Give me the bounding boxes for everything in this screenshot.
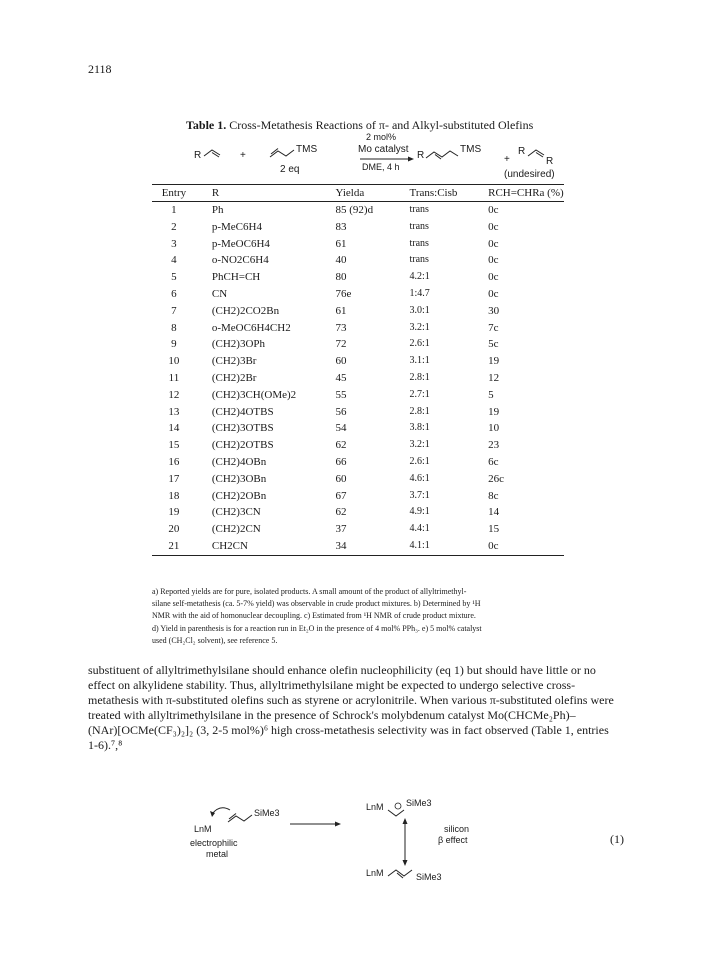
cell-entry: 20 <box>168 523 180 536</box>
cell-yield: 67 <box>335 489 347 502</box>
cell-yield: 61 <box>335 304 347 317</box>
footnote-line: d) Yield in parenthesis is for a reaction run in Et₂O in the presence of 4 mol% PPh₃. e) 5 mol% catalyst <box>152 623 482 633</box>
cell-trans-cis: 2.7:1 <box>409 388 430 400</box>
scheme-tms2: TMS <box>460 144 482 155</box>
cell-trans-cis: 1:4.7 <box>409 287 430 299</box>
body-line: (NAr)[OCMe(CF₃)₂]₂ (3, 2-5 mol%)⁶ high cross-metathesis selectivity was in fact observed (Table 1, entries <box>88 723 609 737</box>
cell-entry: 10 <box>168 355 180 368</box>
eq-arrow-head <box>335 822 341 827</box>
cell-trans-cis: 2.8:1 <box>409 371 430 383</box>
cell-yield: 66 <box>335 455 347 468</box>
product-a <box>426 151 458 158</box>
allyl-silane <box>228 815 252 822</box>
cell-rch: 0c <box>488 287 499 300</box>
cell-rch: 0c <box>488 538 564 555</box>
scheme-catalyst: Mo catalyst <box>358 144 409 155</box>
cell-trans-cis: 4.6:1 <box>409 472 430 484</box>
cell-entry: 18 <box>168 489 180 502</box>
cell-trans-cis: 3.0:1 <box>409 304 430 316</box>
table-row <box>152 521 564 538</box>
cell-yield: 34 <box>336 538 410 555</box>
header-yield: Yielda <box>336 185 410 202</box>
cell-r: (CH2)4OBn <box>211 455 267 468</box>
plus-charge <box>395 803 401 809</box>
table-row <box>152 236 564 253</box>
cell-entry: 16 <box>168 455 180 468</box>
cell-rch: 19 <box>488 405 500 418</box>
cell-entry: 7 <box>171 304 177 317</box>
cell-r: (CH2)2OBn <box>211 489 267 502</box>
scheme-plus: + <box>240 150 246 161</box>
table-row <box>152 420 564 437</box>
eq-lnm-1: LnM <box>194 824 212 834</box>
cell-trans-cis: 3.1:1 <box>409 355 430 367</box>
header-entry: Entry <box>152 185 196 202</box>
table-row <box>152 252 564 269</box>
scheme-undesired: (undesired) <box>504 169 555 180</box>
body-line: substituent of allyltrimethylsilane should enhance olefin nucleophilicity (eq 1) but should have little or no <box>88 663 596 677</box>
cell-r: (CH2)3Br <box>211 355 257 368</box>
cell-yield: 40 <box>335 254 347 267</box>
table-row <box>152 353 564 370</box>
footnote-line: NMR with the aid of homonuclear decoupling. c) Estimated from ¹H NMR of crude product mixture. <box>152 611 476 621</box>
body-line: treated with allyltrimethylsilane in the presence of Schrock's molybdenum catalyst Mo(CHCMe₂Ph)– <box>88 708 576 722</box>
cell-r: CN <box>211 287 228 300</box>
body-line: 1-6).⁷,⁸ <box>88 738 123 752</box>
cell-entry: 2 <box>171 220 177 233</box>
cell-trans-cis: trans <box>409 220 429 232</box>
table-row <box>152 219 564 236</box>
upper-chain <box>388 810 404 816</box>
cell-yield: 72 <box>335 338 347 351</box>
resonance-up <box>403 818 408 824</box>
eq-simes3-1: SiMe3 <box>254 808 280 818</box>
reaction-scheme <box>170 132 570 184</box>
cell-rch: 0c <box>488 237 499 250</box>
cell-r: CH2CN <box>196 538 336 555</box>
cell-rch: 5c <box>488 338 499 351</box>
table-row <box>152 336 564 353</box>
header-r: R <box>196 185 336 202</box>
cell-rch: 0c <box>488 204 499 216</box>
page-number: 2118 <box>88 62 112 76</box>
cell-entry: 3 <box>171 237 177 250</box>
cell-trans-cis: 2.6:1 <box>409 338 430 350</box>
cell-entry: 14 <box>168 422 180 435</box>
cell-rch: 30 <box>488 304 500 317</box>
cell-yield: 62 <box>335 439 347 452</box>
cell-rch: 23 <box>488 439 500 452</box>
table-body <box>152 202 564 556</box>
cell-entry: 17 <box>168 472 180 485</box>
cell-r: (CH2)4OTBS <box>211 405 274 418</box>
body-line: metathesis with π-substituted olefins such as styrene or acrylonitrile. When various π-substituted olefins were <box>88 693 614 707</box>
scheme-plus2: + <box>504 154 510 165</box>
scheme-loading: 2 mol% <box>366 132 397 142</box>
table-title-text: Cross-Metathesis Reactions of π- and Alkyl-substituted Olefins <box>229 118 534 132</box>
table-row <box>152 320 564 337</box>
cell-r: Ph <box>211 204 224 216</box>
cell-r: (CH2)2OTBS <box>211 439 274 452</box>
table-row <box>152 404 564 421</box>
cell-rch: 12 <box>488 371 500 384</box>
equation-1 <box>190 800 660 890</box>
cell-r: (CH2)3OTBS <box>211 422 274 435</box>
table-label: Table 1. <box>186 118 227 132</box>
cross-metathesis-table <box>152 184 564 556</box>
cell-rch: 8c <box>488 489 499 502</box>
cell-entry: 19 <box>168 506 180 519</box>
cell-r: o-MeOC6H4CH2 <box>211 321 291 334</box>
cell-entry: 5 <box>171 271 177 284</box>
eq-electrophilic: electrophilic <box>190 838 238 848</box>
table-row <box>152 504 564 521</box>
scheme-r2: R <box>417 150 425 161</box>
cell-yield: 45 <box>335 371 347 384</box>
cell-trans-cis: 4.9:1 <box>409 506 430 518</box>
cell-rch: 10 <box>488 422 500 435</box>
resonance-down <box>403 860 408 866</box>
footnote-line: used (CH₂Cl₂ solvent), see reference 5. <box>152 635 278 645</box>
eq-lnm-3: LnM <box>366 868 384 878</box>
cell-yield: 56 <box>335 405 347 418</box>
arrow-head <box>408 157 414 162</box>
cell-entry: 1 <box>171 204 177 216</box>
scheme-eq: 2 eq <box>280 164 300 175</box>
table-title <box>186 118 533 133</box>
cell-entry: 15 <box>168 439 180 452</box>
cell-rch: 0c <box>488 220 499 233</box>
cell-yield: 55 <box>335 388 347 401</box>
cell-entry: 13 <box>168 405 180 418</box>
eq-simes3-3: SiMe3 <box>416 872 442 882</box>
table-row <box>152 202 564 219</box>
cell-r: (CH2)2CO2Bn <box>211 304 280 317</box>
scheme-r3: R <box>518 146 526 157</box>
cell-trans-cis: trans <box>409 254 429 266</box>
cell-trans-cis: trans <box>409 237 429 249</box>
body-line: effect on alkylidene stability. Thus, allyltrimethylsilane might be expected to undergo selective cross- <box>88 678 576 692</box>
lower-chain-double <box>397 873 403 878</box>
cell-entry: 8 <box>171 321 177 334</box>
cell-r: o-NO2C6H4 <box>211 254 269 267</box>
cell-yield: 80 <box>335 271 347 284</box>
cell-r: p-MeC6H4 <box>211 220 262 233</box>
cell-r: (CH2)3OPh <box>211 338 266 351</box>
cell-trans-cis: trans <box>409 204 429 215</box>
cell-r: p-MeOC6H4 <box>211 237 270 250</box>
scheme-tms1: TMS <box>296 144 318 155</box>
cell-r: (CH2)2CN <box>211 523 261 536</box>
cell-trans-cis: 3.2:1 <box>409 439 430 451</box>
cell-entry: 6 <box>171 287 177 300</box>
cell-yield: 73 <box>335 321 347 334</box>
header-rch: RCH=CHRa (%) <box>488 185 564 202</box>
cell-trans-cis: 3.8:1 <box>409 422 430 434</box>
cell-trans-cis: 3.2:1 <box>409 321 430 333</box>
eq-beta-effect: β effect <box>438 835 468 845</box>
cell-yield: 60 <box>335 355 347 368</box>
scheme-conditions: DME, 4 h <box>362 162 400 172</box>
cell-trans-cis: 4.4:1 <box>409 523 430 535</box>
cell-trans-cis: 2.8:1 <box>409 405 430 417</box>
cell-rch: 0c <box>488 254 499 267</box>
eq-lnm-2: LnM <box>366 802 384 812</box>
cell-yield: 83 <box>335 220 347 233</box>
header-trans-cis: Trans:Cisb <box>410 185 489 202</box>
footnote-line: a) Reported yields are for pure, isolated products. A small amount of the product of allyltrimethyl- <box>152 587 467 596</box>
cell-entry: 11 <box>168 371 180 384</box>
cell-trans-cis: 3.7:1 <box>409 489 430 501</box>
cell-trans-cis: 2.6:1 <box>409 455 430 467</box>
scheme-r4: R <box>546 156 554 167</box>
eq-simes3-2: SiMe3 <box>406 798 432 808</box>
cell-r: (CH2)3OBn <box>211 472 267 485</box>
cell-rch: 0c <box>488 271 499 284</box>
cell-rch: 15 <box>488 523 500 536</box>
scheme-r1: R <box>194 150 202 161</box>
eq-metal: metal <box>206 849 229 859</box>
table-header-row <box>152 185 564 202</box>
table-row <box>152 370 564 387</box>
eq-silicon: silicon <box>444 824 470 834</box>
cell-yield: 54 <box>335 422 347 435</box>
cell-trans-cis: 4.1:1 <box>410 538 489 555</box>
table-row <box>152 538 564 555</box>
cell-entry: 4 <box>171 254 177 267</box>
table-row <box>152 387 564 404</box>
olefin-b <box>270 150 294 157</box>
cell-r: (CH2)2Br <box>211 371 257 384</box>
product-a-double <box>435 155 441 160</box>
table-row <box>152 286 564 303</box>
table-row <box>152 471 564 488</box>
cell-rch: 5 <box>488 388 494 401</box>
cell-yield: 76e <box>335 287 352 300</box>
cell-yield: 60 <box>335 472 347 485</box>
cell-entry: 12 <box>168 388 180 401</box>
cell-rch: 14 <box>488 506 500 519</box>
table-row <box>152 269 564 286</box>
cell-yield: 85 (92)d <box>335 204 374 216</box>
cell-r: (CH2)3CN <box>211 506 261 519</box>
table-row <box>152 454 564 471</box>
cell-entry: 21 <box>152 538 196 555</box>
cell-r: (CH2)3CH(OMe)2 <box>211 388 297 401</box>
body-paragraph <box>88 663 648 753</box>
table-footnotes <box>152 586 572 647</box>
cell-yield: 37 <box>335 523 347 536</box>
cell-yield: 62 <box>335 506 347 519</box>
cell-yield: 61 <box>335 237 347 250</box>
cell-entry: 9 <box>171 338 177 351</box>
equation-number: (1) <box>610 832 624 846</box>
table-row <box>152 303 564 320</box>
cell-trans-cis: 4.2:1 <box>409 271 430 283</box>
cell-rch: 26c <box>488 472 504 485</box>
footnote-line: silane self-metathesis (ca. 5-7% yield) was observable in crude product mixtures. b) Determined by ¹H <box>152 599 481 609</box>
table-row <box>152 488 564 505</box>
cell-rch: 7c <box>488 321 499 334</box>
cell-rch: 19 <box>488 355 500 368</box>
table-row <box>152 437 564 454</box>
cell-rch: 6c <box>488 455 499 468</box>
cell-r: PhCH=CH <box>211 271 261 284</box>
